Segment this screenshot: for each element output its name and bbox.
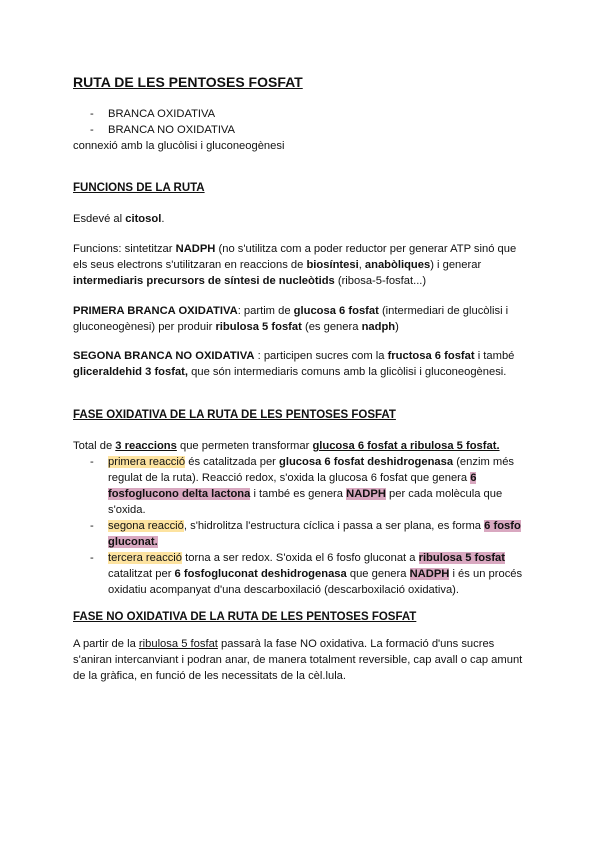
highlighted-text: NADPH	[409, 568, 450, 580]
text-run: (ribosa-5-fosfat...)	[334, 275, 427, 287]
text-run: i és un procés oxidatiu acompanyat d'una descarboxilació (descarboxilació oxidativa).	[108, 568, 523, 596]
section-heading-fase-oxidativa: FASE OXIDATIVA DE LA RUTA DE LES PENTOSES FOSFAT	[73, 409, 396, 421]
text-run: ,	[358, 259, 365, 271]
list-item-text	[108, 456, 514, 516]
text-run: que permeten transformar	[176, 440, 313, 452]
list-item-text	[108, 552, 522, 596]
bold-text: glucosa 6 fosfat a ribulosa 5 fosfat.	[312, 440, 500, 452]
bold-text: nadph	[361, 321, 396, 333]
paragraph	[73, 438, 533, 454]
bold-text: intermediaris precursors de síntesi de nucleòtids	[73, 275, 335, 287]
text-run: )	[395, 321, 399, 333]
text-run: (enzim més regulat de la ruta). Reacció redox, s'oxida la glucosa 6 fosfat que genera	[108, 456, 515, 484]
highlighted-text: NADPH	[346, 488, 386, 500]
intro-list	[73, 106, 533, 154]
list-item-text	[108, 520, 521, 548]
bullet-marker: -	[90, 124, 94, 136]
bullet-marker: -	[90, 108, 94, 120]
text-run: .	[161, 213, 165, 225]
section-heading-funcions: FUNCIONS DE LA RUTA	[73, 182, 205, 194]
bullet-text: BRANCA NO OXIDATIVA	[108, 124, 236, 136]
bold-text: 3 reaccions	[115, 440, 177, 452]
bold-text: glucosa 6 fosfat	[293, 305, 379, 317]
bold-text: anabòliques	[364, 259, 431, 271]
bullet-marker: -	[90, 520, 94, 532]
text-run: ) i generar	[430, 259, 482, 271]
bullet-text: BRANCA OXIDATIVA	[108, 108, 216, 120]
list-item	[73, 122, 533, 138]
text-run: catalitzat per	[108, 568, 175, 580]
text-run: : participen sucres com la	[254, 350, 388, 362]
text-run: i també es genera	[250, 488, 347, 500]
text-run: (no s'utilitza com a poder reductor per generar ATP sinó que els seus electrons s'utilitzaran en reaccions de	[73, 243, 517, 271]
bold-text: glucosa 6 fosfat deshidrogenasa	[279, 456, 454, 468]
list-item	[73, 106, 533, 122]
bold-text: NADPH	[175, 243, 216, 255]
bullet-marker: -	[90, 456, 94, 468]
highlighted-text: segona reacció	[108, 520, 184, 532]
text-run: A partir de la	[73, 638, 139, 650]
list-item	[73, 518, 533, 550]
text-run: és catalitzada per	[185, 456, 280, 468]
text-run: (es genera	[301, 321, 362, 333]
list-item	[73, 454, 533, 518]
text-run: (intermediari de glucòlisi i gluconeogènesi) per produir	[73, 305, 509, 333]
text-run: que genera	[346, 568, 410, 580]
bold-text: SEGONA BRANCA NO OXIDATIVA	[73, 350, 255, 362]
text-run: passarà la fase NO oxidativa. La formació d'uns sucres s'aniran intercanviant i podran anar, de manera totalment reversible, cap avall o cap amunt de la gràfica, en funció de les necessitats de la cèl.lula.	[73, 638, 523, 682]
text-run: torna a ser redox. S'oxida el 6 fosfo gluconat a	[182, 552, 419, 564]
list-item	[73, 550, 533, 598]
text-run: , s'hidrolitza l'estructura cíclica i passa a ser plana, es forma	[183, 520, 485, 532]
bold-text: ribulosa 5 fosfat	[215, 321, 302, 333]
text-run: que són intermediaris comuns amb la glicòlisi i gluconeogènesi.	[188, 366, 507, 378]
text-run: ribulosa 5 fosfat	[138, 638, 218, 650]
bold-text: citosol	[125, 213, 162, 225]
section-heading-fase-no-oxidativa: FASE NO OXIDATIVA DE LA RUTA DE LES PENTOSES FOSFAT	[73, 611, 417, 623]
highlighted-text: primera reacció	[108, 456, 186, 468]
highlighted-text: 6 fosfoglucono delta lactona	[108, 472, 477, 500]
bullet-marker: -	[90, 552, 94, 564]
text-run: i també	[474, 350, 515, 362]
bold-text: biosíntesi	[306, 259, 359, 271]
paragraph	[73, 241, 533, 289]
paragraph	[73, 348, 533, 380]
highlighted-text: tercera reacció	[108, 552, 182, 564]
bold-text: 6 fosfogluconat deshidrogenasa	[174, 568, 347, 580]
bold-text: gliceraldehid 3 fosfat,	[73, 366, 189, 378]
highlighted-text: ribulosa 5 fosfat	[418, 552, 506, 564]
text-run: Funcions: sintetitzar	[73, 243, 176, 255]
intro-note: connexió amb la glucòlisi i gluconeogènesi	[73, 140, 285, 152]
paragraph	[73, 303, 533, 335]
text-run: Esdevé al	[73, 213, 126, 225]
text-run: Total de	[73, 440, 116, 452]
text-run: : partim de	[237, 305, 294, 317]
document-title: RUTA DE LES PENTOSES FOSFAT	[73, 74, 303, 90]
highlighted-text: 6 fosfo gluconat.	[108, 520, 521, 548]
text-run: per cada molècula que s'oxida.	[108, 488, 503, 516]
fase-oxidativa-content	[73, 438, 533, 598]
bold-text: PRIMERA BRANCA OXIDATIVA	[73, 305, 238, 317]
bold-text: fructosa 6 fosfat	[387, 350, 475, 362]
paragraph	[73, 636, 533, 684]
paragraph	[73, 211, 533, 227]
